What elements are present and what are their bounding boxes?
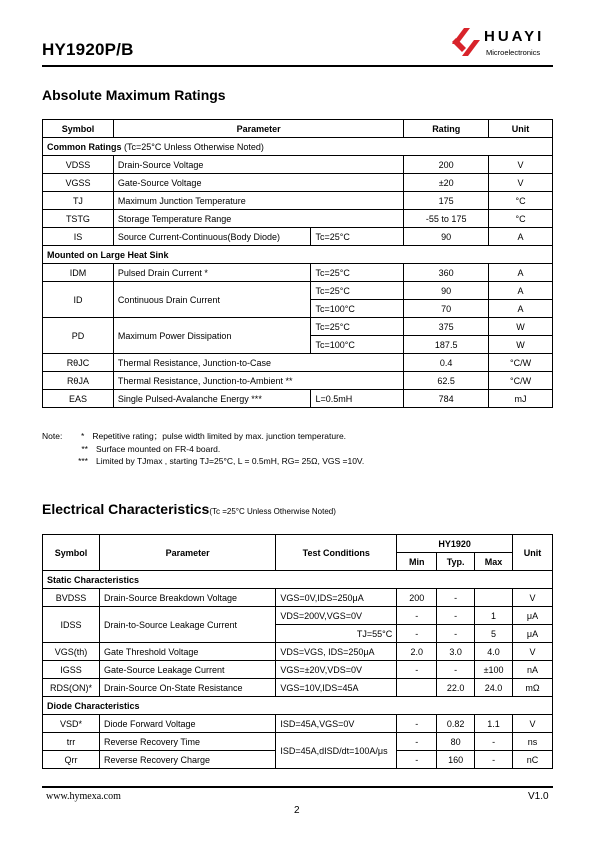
table-row	[43, 192, 553, 210]
typ-cell: 0.82	[437, 715, 475, 733]
typ-cell: -	[437, 589, 475, 607]
table-row	[43, 282, 553, 300]
col-typ: Typ.	[437, 553, 475, 571]
rating-cell: -55 to 175	[404, 210, 489, 228]
section-row	[43, 138, 553, 156]
ec-heading-sub: (Tc =25°C Unless Otherwise Noted)	[209, 507, 336, 516]
parameter-cell: Maximum Junction Temperature	[113, 192, 403, 210]
unit-cell: °C/W	[489, 354, 553, 372]
note-text: Repetitive rating；pulse width limited by max. junction temperature.	[92, 431, 347, 441]
parameter-cell: Source Current-Continuous(Body Diode)	[113, 228, 311, 246]
condition-cell: Tc=25°C	[311, 228, 404, 246]
note-label: Note:	[42, 431, 63, 441]
max-cell: 4.0	[475, 643, 513, 661]
unit-cell: W	[489, 336, 553, 354]
unit-cell: ns	[513, 733, 553, 751]
table-row	[43, 607, 553, 625]
rating-cell: ±20	[404, 174, 489, 192]
common-ratings-label: Common Ratings	[47, 141, 122, 152]
unit-cell: μA	[513, 607, 553, 625]
max-cell: ±100	[475, 661, 513, 679]
unit-cell: nA	[513, 661, 553, 679]
symbol-cell: VSD*	[43, 715, 100, 733]
note-line	[42, 455, 364, 468]
parameter-cell: Thermal Resistance, Junction-to-Case	[113, 354, 403, 372]
document-title: HY1920P/B	[42, 40, 134, 59]
rating-cell: 375	[404, 318, 489, 336]
symbol-cell: TSTG	[43, 210, 114, 228]
parameter-cell: Pulsed Drain Current *	[113, 264, 311, 282]
section-row	[43, 697, 553, 715]
typ-cell: -	[437, 661, 475, 679]
typ-cell: 160	[437, 751, 475, 769]
table-row	[43, 643, 553, 661]
unit-cell: mJ	[489, 390, 553, 408]
col-unit: Unit	[513, 535, 553, 571]
parameter-cell: Gate Threshold Voltage	[99, 643, 275, 661]
symbol-cell: VGSS	[43, 174, 114, 192]
symbol-cell: ID	[43, 282, 114, 318]
common-ratings-note: (Tc=25°C Unless Otherwise Noted)	[121, 141, 264, 152]
table-header-row	[43, 120, 553, 138]
rating-cell: 70	[404, 300, 489, 318]
table-row	[43, 264, 553, 282]
condition-cell: Tc=100°C	[311, 300, 404, 318]
table-row	[43, 733, 553, 751]
ec-heading-text: Electrical Characteristics	[42, 501, 210, 517]
max-cell: 5	[475, 625, 513, 643]
col-group: HY1920	[397, 535, 513, 553]
parameter-cell: Reverse Recovery Time	[99, 733, 275, 751]
note-line	[42, 430, 364, 443]
col-symbol: Symbol	[43, 120, 114, 138]
rating-cell: 784	[404, 390, 489, 408]
table-row	[43, 589, 553, 607]
note-key: **	[81, 443, 88, 454]
note-key: ***	[78, 456, 88, 466]
max-cell: -	[475, 751, 513, 769]
rating-cell: 62.5	[404, 372, 489, 390]
rating-cell: 0.4	[404, 354, 489, 372]
unit-cell: μA	[513, 625, 553, 643]
symbol-cell: IS	[43, 228, 114, 246]
col-unit: Unit	[489, 120, 553, 138]
max-cell: 1	[475, 607, 513, 625]
unit-cell: °C/W	[489, 372, 553, 390]
min-cell: 200	[397, 589, 437, 607]
table-row	[43, 156, 553, 174]
unit-cell: mΩ	[513, 679, 553, 697]
unit-cell: V	[489, 156, 553, 174]
symbol-cell: VDSS	[43, 156, 114, 174]
col-parameter: Parameter	[113, 120, 403, 138]
symbol-cell: IGSS	[43, 661, 100, 679]
min-cell: -	[397, 715, 437, 733]
min-cell: -	[397, 625, 437, 643]
symbol-cell: EAS	[43, 390, 114, 408]
absolute-max-ratings-table	[42, 119, 553, 408]
parameter-cell: Diode Forward Voltage	[99, 715, 275, 733]
symbol-cell: PD	[43, 318, 114, 354]
unit-cell: °C	[489, 192, 553, 210]
condition-cell: VDS=200V,VGS=0V	[276, 607, 397, 625]
section-label: Diode Characteristics	[43, 697, 553, 715]
parameter-cell: Drain-Source Breakdown Voltage	[99, 589, 275, 607]
footer-rule	[42, 786, 553, 788]
condition-cell: ISD=45A,dISD/dt=100A/μs	[276, 733, 397, 769]
col-min: Min	[397, 553, 437, 571]
rating-cell: 360	[404, 264, 489, 282]
notes-block	[42, 430, 364, 468]
col-symbol: Symbol	[43, 535, 100, 571]
note-line	[42, 443, 364, 456]
condition-cell: VGS=0V,IDS=250μA	[276, 589, 397, 607]
min-cell: -	[397, 661, 437, 679]
col-max: Max	[475, 553, 513, 571]
ec-heading	[42, 501, 336, 517]
parameter-cell: Storage Temperature Range	[113, 210, 403, 228]
unit-cell: A	[489, 264, 553, 282]
symbol-cell: RθJA	[43, 372, 114, 390]
typ-cell: -	[437, 607, 475, 625]
min-cell: -	[397, 751, 437, 769]
min-cell: -	[397, 607, 437, 625]
note-key: *	[81, 431, 85, 441]
min-cell: -	[397, 733, 437, 751]
symbol-cell: BVDSS	[43, 589, 100, 607]
table-row	[43, 661, 553, 679]
symbol-cell: VGS(th)	[43, 643, 100, 661]
condition-cell: Tc=100°C	[311, 336, 404, 354]
header-rule	[42, 65, 553, 67]
max-cell: 24.0	[475, 679, 513, 697]
parameter-cell: Thermal Resistance, Junction-to-Ambient **	[113, 372, 403, 390]
unit-cell: V	[513, 589, 553, 607]
table-row	[43, 228, 553, 246]
parameter-cell: Gate-Source Leakage Current	[99, 661, 275, 679]
rating-cell: 200	[404, 156, 489, 174]
unit-cell: V	[513, 643, 553, 661]
parameter-cell: Drain-to-Source Leakage Current	[99, 607, 275, 643]
condition-cell: TJ=55°C	[276, 625, 397, 643]
unit-cell: °C	[489, 210, 553, 228]
unit-cell: V	[513, 715, 553, 733]
condition-cell: L=0.5mH	[311, 390, 404, 408]
col-test-conditions: Test Conditions	[276, 535, 397, 571]
rating-cell: 175	[404, 192, 489, 210]
symbol-cell: TJ	[43, 192, 114, 210]
parameter-cell: Single Pulsed-Avalanche Energy ***	[113, 390, 311, 408]
condition-cell: VGS=10V,IDS=45A	[276, 679, 397, 697]
condition-cell: VGS=±20V,VDS=0V	[276, 661, 397, 679]
unit-cell: nC	[513, 751, 553, 769]
condition-cell: Tc=25°C	[311, 264, 404, 282]
parameter-cell: Drain-Source On-State Resistance	[99, 679, 275, 697]
table-row	[43, 679, 553, 697]
table-row	[43, 354, 553, 372]
symbol-cell: RDS(ON)*	[43, 679, 100, 697]
condition-cell: ISD=45A,VGS=0V	[276, 715, 397, 733]
rating-cell: 187.5	[404, 336, 489, 354]
footer-url: www.hymexa.com	[46, 791, 121, 802]
min-cell: 2.0	[397, 643, 437, 661]
company-logo	[450, 26, 554, 62]
table-row	[43, 715, 553, 733]
symbol-cell: trr	[43, 733, 100, 751]
parameter-cell: Drain-Source Voltage	[113, 156, 403, 174]
electrical-characteristics-table	[42, 534, 553, 769]
symbol-cell: IDSS	[43, 607, 100, 643]
condition-cell: Tc=25°C	[311, 318, 404, 336]
section-label: Mounted on Large Heat Sink	[43, 246, 553, 264]
section-row	[43, 246, 553, 264]
logo-subtitle: Microelectronics	[486, 48, 541, 57]
max-cell	[475, 589, 513, 607]
footer-version: V1.0	[528, 791, 549, 802]
unit-cell: W	[489, 318, 553, 336]
page-number: 2	[294, 805, 300, 816]
table-row	[43, 372, 553, 390]
section-label: Static Characteristics	[43, 571, 553, 589]
parameter-cell: Continuous Drain Current	[113, 282, 311, 318]
symbol-cell: RθJC	[43, 354, 114, 372]
unit-cell: A	[489, 282, 553, 300]
unit-cell: A	[489, 228, 553, 246]
col-rating: Rating	[404, 120, 489, 138]
rating-cell: 90	[404, 228, 489, 246]
max-cell: -	[475, 733, 513, 751]
table-row	[43, 390, 553, 408]
note-text: Limited by TJmax , starting TJ=25°C, L = 0.5mH, RG= 25Ω, VGS =10V.	[96, 456, 365, 466]
logo-mark-icon	[450, 26, 484, 58]
symbol-cell: Qrr	[43, 751, 100, 769]
parameter-cell: Reverse Recovery Charge	[99, 751, 275, 769]
typ-cell: 80	[437, 733, 475, 751]
table-row	[43, 210, 553, 228]
unit-cell: V	[489, 174, 553, 192]
typ-cell: -	[437, 625, 475, 643]
logo-word: HUAYI	[484, 28, 545, 45]
amr-heading: Absolute Maximum Ratings	[42, 87, 226, 103]
rating-cell: 90	[404, 282, 489, 300]
condition-cell: VDS=VGS, IDS=250μA	[276, 643, 397, 661]
max-cell: 1.1	[475, 715, 513, 733]
typ-cell: 3.0	[437, 643, 475, 661]
condition-cell: Tc=25°C	[311, 282, 404, 300]
col-parameter: Parameter	[99, 535, 275, 571]
parameter-cell: Gate-Source Voltage	[113, 174, 403, 192]
table-row	[43, 318, 553, 336]
note-text: Surface mounted on FR-4 board.	[96, 443, 221, 454]
section-label	[43, 138, 553, 156]
table-header-row	[43, 535, 553, 553]
section-row	[43, 571, 553, 589]
parameter-cell: Maximum Power Dissipation	[113, 318, 311, 354]
min-cell	[397, 679, 437, 697]
typ-cell: 22.0	[437, 679, 475, 697]
unit-cell: A	[489, 300, 553, 318]
table-row	[43, 174, 553, 192]
symbol-cell: IDM	[43, 264, 114, 282]
